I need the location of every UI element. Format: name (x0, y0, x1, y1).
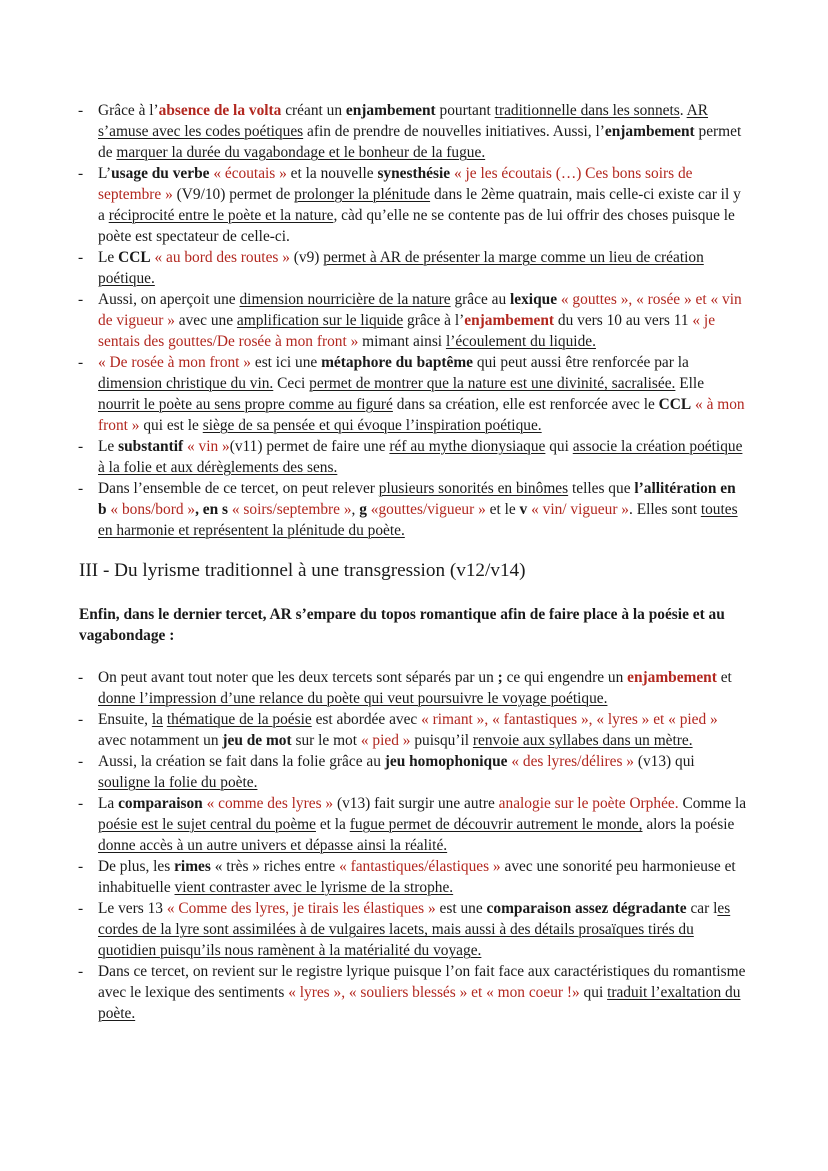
text-run: « pied » (360, 732, 411, 749)
bullet-item (0, 436, 828, 478)
text-run: Elle (675, 375, 705, 392)
text-run: CCL (658, 396, 692, 413)
section2-continuation (0, 100, 828, 541)
text-run: poésie est le sujet central du poème (98, 816, 316, 833)
text-run: traduit l’exaltation du poète. (98, 984, 741, 1022)
text-run: enjambement (604, 123, 695, 140)
bullet-dash: - (78, 753, 84, 770)
text-run: (v13) fait surgir une autre (333, 795, 499, 812)
text-run: « très » riches entre (210, 858, 340, 875)
text-run: du vers 10 au vers 11 (554, 312, 693, 329)
text-run: enjambement (464, 312, 555, 329)
bullet-item (0, 667, 828, 709)
section3-intro: Enfin, dans le dernier tercet, AR s’empare du topos romantique afin de faire place à la poésie et au vagabondage : (79, 606, 725, 644)
text-run: . Elles sont (629, 501, 701, 518)
text-run: « écoutais » (209, 165, 287, 182)
text-run: Comme la (678, 795, 747, 812)
text-run: « Comme des lyres, je tirais les élastiques » (166, 900, 436, 917)
bullet-item (0, 856, 828, 898)
text-run: fugue permet de découvrir autrement le monde, (349, 816, 643, 833)
bullet-item (0, 247, 828, 289)
text-run: métaphore du baptême (321, 354, 474, 371)
text-run: , en s (195, 501, 228, 518)
text-run: est ici une (251, 354, 322, 371)
text-run: analogie sur le poète Orphée. (498, 795, 679, 812)
text-run: plusieurs sonorités en binômes (378, 480, 569, 497)
text-run: Le vers 13 (98, 900, 167, 917)
text-run: renvoie aux syllabes dans un mètre. (472, 732, 693, 749)
text-run: est abordée avec (311, 711, 422, 728)
text-run: v (519, 501, 528, 518)
text-run: l’écoulement du liquide. (445, 333, 596, 350)
section3-title: III - Du lyrisme traditionnel à une transgression (v12/v14) (79, 560, 526, 581)
text-run: car l (686, 900, 718, 917)
text-run: «gouttes/vigueur » (366, 501, 486, 518)
bullet-dash: - (78, 165, 84, 182)
text-run: mimant ainsi (358, 333, 446, 350)
text-run: , (351, 501, 360, 518)
text-run: toutes en harmonie et représentent la plénitude du poète. (98, 501, 738, 539)
text-run: dimension christique du vin. (98, 375, 274, 392)
text-run: « des lyres/délires » (507, 753, 634, 770)
text-run: avec notamment un (98, 732, 223, 749)
text-run: pourtant (435, 102, 495, 119)
text-run: thématique de la poésie (166, 711, 312, 728)
text-run: puisqu’il (410, 732, 473, 749)
section3-body (0, 667, 828, 1024)
bullet-item (0, 100, 828, 163)
text-run: synesthésie (377, 165, 451, 182)
text-run: ce qui engendre un (502, 669, 628, 686)
text-run: donne l’impression d’une relance du poète qui veut poursuivre le voyage poétique. (98, 690, 608, 707)
text-run: et la (315, 816, 350, 833)
text-run: Ensuite, (98, 711, 152, 728)
bullet-dash: - (78, 102, 84, 119)
text-run: L’ (98, 165, 112, 182)
text-run: dans le 2ème quatrain, mais celle-ci existe car il y a (98, 186, 741, 224)
text-run: qui est le (139, 417, 203, 434)
text-run: « à mon front » (98, 396, 745, 434)
text-run: traditionnelle dans les sonnets (494, 102, 680, 119)
text-run: l’allitération en b (98, 480, 736, 518)
text-run: avec une (174, 312, 237, 329)
bullet-item (0, 751, 828, 793)
bullet-dash: - (78, 900, 84, 917)
text-run: jeu de mot (222, 732, 292, 749)
text-run: telles que (568, 480, 635, 497)
text-run: CCL (118, 249, 151, 266)
text-run: réf au mythe dionysiaque (389, 438, 546, 455)
text-run: absence de la volta (158, 102, 282, 119)
text-run: qui peut aussi être renforcée par la (473, 354, 689, 371)
text-run: souligne la folie du poète. (98, 774, 258, 791)
text-run: qui (545, 438, 573, 455)
bullet-item (0, 709, 828, 751)
bullet-dash: - (78, 711, 84, 728)
text-run: substantif (118, 438, 184, 455)
bullet-dash: - (78, 354, 84, 371)
text-run: et le (485, 501, 520, 518)
text-run: « je sentais des gouttes/De rosée à mon front » (98, 312, 716, 350)
text-run: « soirs/septembre » (228, 501, 352, 518)
text-run: alors la poésie (642, 816, 735, 833)
text-run: dans sa création, elle est renforcée avec le (392, 396, 659, 413)
text-run: grâce au (450, 291, 510, 308)
bullet-item (0, 961, 828, 1024)
text-run: « au bord des routes » (150, 249, 290, 266)
text-run: réciprocité entre le poète et la nature (108, 207, 334, 224)
text-run: , càd qu’elle ne se contente pas de lui offrir des choses puisque le poète est spectateur de celle-ci. (98, 207, 735, 245)
bullet-item (0, 793, 828, 856)
text-run: Dans l’ensemble de ce tercet, on peut relever (98, 480, 379, 497)
bullet-list-section3 (0, 667, 828, 1024)
text-run: . (679, 102, 687, 119)
text-run: (v13) qui (634, 753, 695, 770)
text-run: De plus, les (98, 858, 175, 875)
text-run: Ceci (273, 375, 310, 392)
text-run: prolonger la plénitude (294, 186, 431, 203)
text-run: lexique (510, 291, 558, 308)
text-run: comparaison (118, 795, 203, 812)
text-run: est une (435, 900, 487, 917)
text-run: Aussi, la création se fait dans la folie grâce au (98, 753, 385, 770)
text-run: La (98, 795, 119, 812)
text-run: dimension nourricière de la nature (239, 291, 451, 308)
text-run: afin de prendre de nouvelles initiatives. Aussi, l’ (303, 123, 605, 140)
bullet-dash: - (78, 249, 84, 266)
text-run: siège de sa pensée et qui évoque l’inspiration poétique. (202, 417, 542, 434)
text-run: et (716, 669, 732, 686)
text-run: Le (98, 438, 119, 455)
text-run: (v11) permet de faire une (229, 438, 390, 455)
text-run: rimes (174, 858, 211, 875)
text-run: et la nouvelle (286, 165, 378, 182)
text-run: « je les écoutais (…) Ces bons soirs de septembre » (98, 165, 693, 203)
text-run: permet de (98, 123, 742, 161)
bullet-dash: - (78, 795, 84, 812)
text-run: jeu homophonique (384, 753, 508, 770)
text-run: la (151, 711, 163, 728)
bullet-dash: - (78, 669, 84, 686)
text-run: es cordes de la lyre sont assimilées à de vulgaires lacets, mais aussi à des détails prosaïques tirés du quotidien puisqu’ils nous ramènent à la matérialité du voyage. (98, 900, 731, 959)
text-run: (v9) (289, 249, 324, 266)
text-run: AR s’amuse avec les codes poétiques (98, 102, 709, 140)
text-run: Aussi, on aperçoit une (98, 291, 240, 308)
text-run: permet de montrer que la nature est une divinité, sacralisée. (309, 375, 676, 392)
text-run: permet à AR de présenter la marge comme un lieu de création poétique. (98, 249, 704, 287)
text-run: « rimant », « fantastiques », « lyres » et « pied » (421, 711, 718, 728)
text-run: vient contraster avec le lyrisme de la strophe. (174, 879, 454, 896)
text-run: Dans ce tercet, on revient sur le registre lyrique puisque l’on fait face aux caractéristiques du romantisme avec le lexique des sentiments (98, 963, 746, 1001)
text-run: « gouttes », « rosée » et « vin de vigueur » (98, 291, 742, 329)
bullet-dash: - (78, 291, 84, 308)
text-run: usage du verbe (111, 165, 210, 182)
bullet-item (0, 478, 828, 541)
text-run: marquer la durée du vagabondage et le bonheur de la fugue. (116, 144, 486, 161)
bullet-dash: - (78, 963, 84, 980)
bullet-item (0, 289, 828, 352)
text-run: qui (579, 984, 608, 1001)
text-run: associe la création poétique à la folie et aux dérèglements des sens. (98, 438, 743, 476)
text-run: Grâce à l’ (98, 102, 159, 119)
text-run: donne accès à un autre univers et dépasse ainsi la réalité. (98, 837, 448, 854)
text-run: nourrit le poète au sens propre comme au figuré (98, 396, 393, 413)
text-run: grâce à l’ (403, 312, 465, 329)
text-run: (V9/10) permet de (172, 186, 295, 203)
text-run: sur le mot (291, 732, 361, 749)
text-run: « comme des lyres » (202, 795, 334, 812)
text-run: ; (497, 669, 503, 686)
text-run: « bons/bord » (106, 501, 196, 518)
bullet-dash: - (78, 480, 84, 497)
text-run: « De rosée à mon front » (98, 354, 252, 371)
bullet-item (0, 898, 828, 961)
text-run: « vin » (183, 438, 230, 455)
text-run: avec une sonorité peu harmonieuse et inhabituelle (98, 858, 736, 896)
bullet-item (0, 352, 828, 436)
bullet-item (0, 163, 828, 247)
text-run: « vin/ vigueur » (527, 501, 629, 518)
text-run: enjambement (345, 102, 436, 119)
text-run: enjambement (627, 669, 717, 686)
text-run: g (359, 501, 367, 518)
text-run: amplification sur le liquide (236, 312, 404, 329)
bullet-list-section2 (0, 100, 828, 541)
text-run: « fantastiques/élastiques » (339, 858, 501, 875)
text-run: On peut avant tout noter que les deux tercets sont séparés par un (98, 669, 498, 686)
text-run: comparaison assez dégradante (486, 900, 687, 917)
text-run: Le (98, 249, 119, 266)
bullet-dash: - (78, 858, 84, 875)
text-run: « lyres », « souliers blessés » et « mon coeur !» (288, 984, 580, 1001)
bullet-dash: - (78, 438, 84, 455)
text-run: créant un (281, 102, 346, 119)
